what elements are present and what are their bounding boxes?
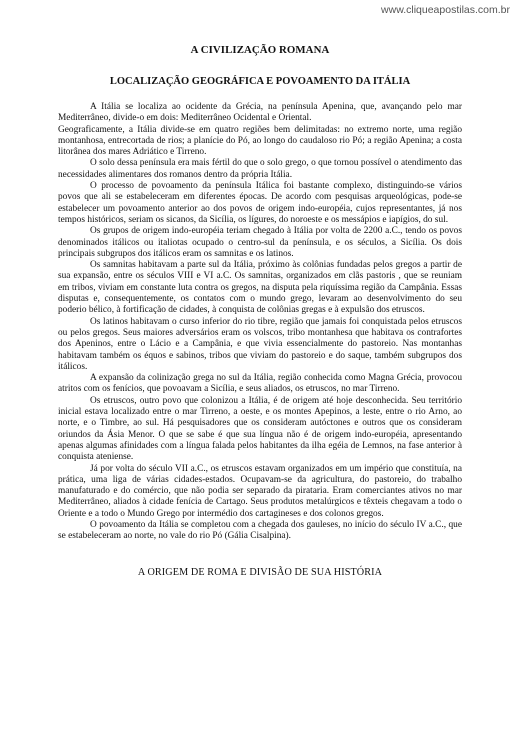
paragraph-1: A Itália se localiza ao ocidente da Grécia, na península Apenina, que, avançando pelo mar Mediterrâneo, divide-o em dois: Mediterrâneo Ocidental e Oriental. bbox=[58, 102, 462, 124]
site-url[interactable]: www.cliqueapostilas.com.br bbox=[381, 4, 510, 16]
paragraph-7: Os latinos habitavam o curso inferior do rio tibre, região que jamais foi conquistada pelos etruscos ou pelos gregos. Seus maiores adversários eram os volscos, tribo montanhesa que habitava os contrafortes dos Apeninos, entre o Lácio e a Campânia, e que vivia essencialmente do pastoreio. Nas montanhas habitavam também os équos e sabinos, tribos que viviam do pastoreio e do saque, também subgrupos dos itálicos. bbox=[58, 316, 462, 372]
document-title: A CIVILIZAÇÃO ROMANA bbox=[190, 44, 330, 56]
paragraph-5: Os grupos de origem indo-européia teriam chegado à Itália por volta de 2200 a.C., tendo os povos denominados itálicos ou italiotas ocupado o centro-sul da península, e os séculos, a Sicília. Os dois principais subgrupos dos itálicos eram os samnitas e os latinos. bbox=[58, 226, 462, 259]
paragraph-4: O processo de povoamento da península Itálica foi bastante complexo, distinguindo-se vários povos que ali se estabeleceram em diferentes épocas. De acordo com pesquisas arqueológicas, pode-se estabelecer um povoamento anterior ao dos povos de origem indo-européia, cujos representantes, já nos tempos históricos, seriam os sicanos, da Sicília, os lígures, do noroeste e os messápios e iapígios, do sul. bbox=[58, 181, 462, 225]
section-title-origem-roma: A ORIGEM DE ROMA E DIVISÃO DE SUA HISTÓRIA bbox=[137, 566, 383, 578]
paragraph-10: Já por volta do século VII a.C., os etruscos estavam organizados em um império que constituía, na prática, uma liga de várias cidades-estados. Ocupavam-se da agricultura, do pastoreio, do trabalho manufaturado e do comércio, que não podia ser separado da pirataria. Eram comerciantes ativos no mar Mediterrâneo, aliados à cidade fenícia de Cartago. Seus produtos metalúrgicos e têxteis chegavam a todo o Oriente e a todo o Mundo Grego por intermédio dos cartagineses e dos colonos gregos. bbox=[58, 463, 462, 519]
document-page bbox=[58, 44, 462, 578]
paragraph-6: Os samnitas habitavam a parte sul da Itália, próximo às colônias fundadas pelos gregos a partir de sua expansão, entre os séculos VIII e VI a.C. Os samnitas, organizados em clãs pastoris , que se reuniam em tribos, viviam em constante luta contra os gregos, na disputa pela riquíssima região da Campânia. Essas disputas e, consequentemente, os contatos com o mundo grego, levaram ao desenvolvimento do seu poderio bélico, à fortificação de cidades, à conquista de colônias gregas e à expulsão dos etruscos. bbox=[58, 260, 462, 316]
paragraph-8: A expansão da colinização grega no sul da Itália, região conhecida como Magna Grécia, provocou atritos com os fenícios, que povoavam a Sicília, e seus aliados, os etruscos, no mar Tirreno. bbox=[58, 373, 462, 395]
section-title-localizacao: LOCALIZAÇÃO GEOGRÁFICA E POVOAMENTO DA ITÁLIA bbox=[109, 76, 411, 87]
paragraph-2: Geograficamente, a Itália divide-se em quatro regiões bem delimitadas: no extremo norte, uma região montanhosa, entrecortada de rios; a planície do Pó, ao longo do caudaloso rio Pó; a região Apenina; a costa litorânea dos mares Adriático e Tirreno. bbox=[58, 124, 462, 158]
paragraph-9: Os etruscos, outro povo que colonizou a Itália, é de origem até hoje desconhecida. Seu território inicial estava localizado entre o mar Tirreno, a oeste, e os montes Apepinos, a leste, entre o rio Arno, ao norte, e o Timbre, ao sul. Há pesquisadores que os consideram autóctones e outros que os consideram oriundos da Ásia Menor. O que se sabe é que sua língua não é de origem indo-européia, apresentando apenas algumas afinidades com a língua falada pelos habitantes da ilha egéia de Lemnos, na fase anterior à conquista ateniense. bbox=[58, 395, 462, 463]
paragraph-3: O solo dessa península era mais fértil do que o solo grego, o que tornou possível o atendimento das necessidades alimentares dos romanos dentro da própria Itália. bbox=[58, 158, 462, 180]
paragraph-11: O povoamento da Itália se completou com a chegada dos gauleses, no início do século IV a.C., que se estabeleceram ao norte, no vale do rio Pó (Gália Cisalpina). bbox=[58, 519, 462, 542]
